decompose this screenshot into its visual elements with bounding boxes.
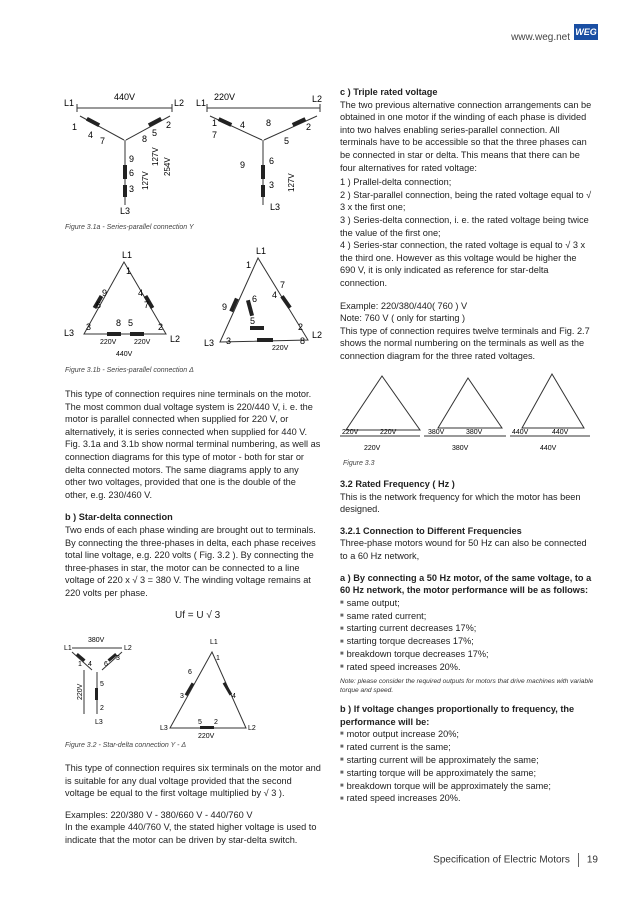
right-column <box>340 86 594 362</box>
terminal-label: 5 <box>284 136 290 146</box>
terminal-label: 6 <box>129 168 135 178</box>
terminal-label: 2 <box>306 122 312 132</box>
list-item: ■ rated speed increases 20%. <box>340 661 594 674</box>
header-url[interactable]: www.weg.net <box>511 32 570 43</box>
left-para-5: In the example 440/760 V, the stated higher voltage is used to indicate that the motor can be driven by star-delta switch. <box>65 822 317 845</box>
list-item: 2 ) Star-parallel connection, being the rated voltage equal to √ 3 x the first one; <box>340 189 592 213</box>
terminal-label: 3 <box>116 655 120 662</box>
terminal-label: 6 <box>96 300 102 310</box>
terminal-label: 1 <box>246 260 252 270</box>
fig32-L1: L1 <box>64 645 72 652</box>
terminal-label: 2 <box>298 322 304 332</box>
list-item: ■ same output; <box>340 597 594 610</box>
list-item: ■ rated speed increases 20%. <box>340 792 594 805</box>
right-para-1: The two previous alternative connection arrangements can be obtained in one motor if the winding of each phase is divided into two halves enabling series-parallel connection. All terminals have to be accessible so that the three phases can be connected in star or delta. This means that there can be four alternatives for rated voltage: <box>340 99 592 173</box>
fig31b-right-L2: L2 <box>312 330 323 340</box>
left-para-4: Examples: 220/380 V - 380/660 V - 440/760 V <box>65 809 253 820</box>
fig31b-left-L3: L3 <box>64 328 75 338</box>
terminal-label: 1 <box>126 266 132 276</box>
fig31a-left-L1: L1 <box>64 98 75 108</box>
voltage-alternatives-list <box>340 176 594 289</box>
fig31b-left-L2: L2 <box>170 334 181 344</box>
footer-title: Specification of Electric Motors <box>433 854 570 866</box>
fig31a-right-L1: L1 <box>196 98 207 108</box>
terminal-label: 7 <box>144 300 150 310</box>
terminal-label: 9 <box>102 288 108 298</box>
list-item: ■ motor output increase 20%; <box>340 728 594 741</box>
list-item: 1 ) Prallel-delta connection; <box>340 177 452 188</box>
list-item: 4 ) Series-star connection, the rated voltage is equal to √ 3 x the third one. However as this voltage would be higher the 690 V, it is only indicated as reference for star-delta connection. <box>340 240 586 288</box>
terminal-label: 6 <box>252 294 258 304</box>
voltage-label: 440V <box>552 429 569 436</box>
terminal-label: 8 <box>266 118 272 128</box>
right-para-2: This type of connection requires twelve terminals and Fig. 2.7 shows the normal numbering on the terminals as well as the connection diagram for the three rated voltages. <box>340 325 590 361</box>
voltage-label: 380V <box>466 429 483 436</box>
footer-divider <box>578 853 579 867</box>
terminal-label: 4 <box>232 693 236 700</box>
fig31b-right-L3: L3 <box>204 338 215 348</box>
terminal-label: 3 <box>129 184 135 194</box>
left-para-3: This type of connection requires six terminals on the motor and is suitable for any dual voltage provided that the second voltage be equal to the first voltage multiplied by √ 3 ). <box>65 763 321 799</box>
terminal-label: 7 <box>100 136 106 146</box>
terminal-label: 3 <box>269 180 275 190</box>
heading-50hz-to-60hz: a ) By connecting a 50 Hz motor, of the same voltage, to a 60 Hz network, the motor performance will be as follows: <box>340 572 592 596</box>
fig31a-left-voltage: 440V <box>114 92 136 102</box>
voltage-label: 220V <box>272 345 289 352</box>
fig32-caption: Figure 3.2 - Star-delta connection Y - Δ <box>65 742 187 749</box>
terminal-label: 2 <box>166 120 172 130</box>
heading-triple-voltage: c ) Triple rated voltage <box>340 87 438 97</box>
list-item: ■ breakdown torque will be approximately the same; <box>340 780 594 793</box>
heading-different-frequencies: 3.2.1 Connection to Different Frequencies <box>340 525 522 536</box>
terminal-label: 9 <box>240 160 246 170</box>
list-item: ■ starting current will be approximately the same; <box>340 754 594 767</box>
terminal-label: 3 <box>226 336 232 346</box>
terminal-label: 6 <box>104 661 108 668</box>
terminal-label: 1 <box>216 655 220 662</box>
terminal-label: 4 <box>138 288 144 298</box>
terminal-label: 8 <box>300 336 306 346</box>
terminal-label: 1 <box>72 122 78 132</box>
variable-torque-note: Note: please consider the required outputs for motors that drive machines with variable torque and speed. <box>340 677 594 694</box>
weg-logo: WEG <box>574 24 598 40</box>
right-para-3: This is the network frequency for which the motor has been designed. <box>340 491 581 515</box>
terminal-label: 5 <box>250 316 256 326</box>
fig32-L3: L3 <box>95 719 103 726</box>
terminal-label: 2 <box>214 719 218 726</box>
voltage-label: 220V <box>380 429 397 436</box>
figure-3-1a <box>62 80 324 220</box>
left-para-1: This type of connection requires nine terminals on the motor. The most common dual voltage system is 220/440 V, i. e. the motor is parallel connected when supplied for 220 V, or alternatively, it is series connected when supplied for 440 V. Fig. 3.1a and 3.1b show normal terminal numbering, as well as connection diagrams for this type of motor - both for star or delta connected motors. The same diagrams apply to any other two voltages, provided that one is the double of the other, e.g. 230/460 V. <box>65 389 321 500</box>
example-line: Example: 220/380/440( 760 ) V <box>340 300 468 311</box>
list-item: 3 ) Series-delta connection, i. e. the rated voltage being twice the value of the first one; <box>340 214 589 238</box>
list-item: ■ breakdown torque decreases 17%; <box>340 648 594 661</box>
terminal-label: 6 <box>269 156 275 166</box>
terminal-label: 5 <box>198 719 202 726</box>
formula: Uf = U √ 3 <box>175 610 221 621</box>
voltage-label: 127V <box>287 173 296 192</box>
left-para-2: Two ends of each phase winding are brought out to terminals. By connecting the three-phases in delta, each phase receives total line voltage, e.g. 220 volts ( Fig. 3.2 ). By connecting the three-phases in star, the motor can be connected to a line voltage of 220 x √ 3 = 380 V. The winding voltage remains at 220 volts per phase. <box>65 524 316 598</box>
fig31a-caption: Figure 3.1a - Series-parallel connection Y <box>65 224 194 231</box>
left-column <box>65 388 321 600</box>
fig31a-right-L2: L2 <box>312 94 323 104</box>
terminal-label: 6 <box>188 669 192 676</box>
terminal-label: 9 <box>129 154 135 164</box>
heading-star-delta: b ) Star-delta connection <box>65 512 173 523</box>
terminal-label: 8 <box>142 134 148 144</box>
terminal-label: 4 <box>240 120 246 130</box>
voltage-label: 440V <box>116 351 133 358</box>
voltage-label: 440V <box>512 429 529 436</box>
fig31a-right-voltage: 220V <box>214 92 236 102</box>
list-item: ■ starting torque will be approximately the same; <box>340 767 594 780</box>
fig31a-left-L3: L3 <box>120 206 131 216</box>
figure-3-2 <box>62 630 262 740</box>
terminal-label: 3 <box>86 322 92 332</box>
voltage-label: 220V <box>364 445 381 452</box>
fig31a-left-L2: L2 <box>174 98 185 108</box>
voltage-label: 380V <box>428 429 445 436</box>
list-item: ■ rated current is the same; <box>340 741 594 754</box>
voltage-label: 380V <box>452 445 469 452</box>
terminal-label: 4 <box>88 661 92 668</box>
page-number: 19 <box>586 854 598 866</box>
performance-list-a <box>340 597 594 674</box>
right-column-lower <box>340 478 594 805</box>
terminal-label: 7 <box>280 280 286 290</box>
voltage-label: 220V <box>77 683 84 700</box>
page-footer <box>433 853 598 867</box>
terminal-label: 2 <box>100 705 104 712</box>
terminal-label: 5 <box>128 318 134 328</box>
fig31b-left-L1: L1 <box>122 250 133 260</box>
voltage-label: 220V <box>100 339 117 346</box>
terminal-label: 1 <box>212 118 218 128</box>
fig32-delta-L2: L2 <box>248 725 256 732</box>
terminal-label: 3 <box>180 693 184 700</box>
voltage-label: 220V <box>342 429 359 436</box>
terminal-label: 5 <box>100 681 104 688</box>
terminal-label: 8 <box>116 318 122 328</box>
terminal-label: 2 <box>158 322 164 332</box>
voltage-label: 380V <box>88 637 105 644</box>
terminal-label: 4 <box>272 290 278 300</box>
heading-rated-frequency: 3.2 Rated Frequency ( Hz ) <box>340 479 455 489</box>
terminal-label: 7 <box>212 130 218 140</box>
list-item: ■ same rated current; <box>340 610 594 623</box>
note-line: Note: 760 V ( only for starting ) <box>340 313 466 324</box>
performance-list-b <box>340 728 594 805</box>
figure-3-1b <box>62 240 324 360</box>
figure-3-3 <box>340 370 594 460</box>
fig33-caption: Figure 3.3 <box>343 460 375 467</box>
fig31a-right-L3: L3 <box>270 202 281 212</box>
list-item: ■ starting torque decreases 17%; <box>340 635 594 648</box>
voltage-label: 127V <box>141 171 150 190</box>
voltage-label: 440V <box>540 445 557 452</box>
fig32-delta-L1: L1 <box>210 639 218 646</box>
fig31b-caption: Figure 3.1b - Series-parallel connection Δ <box>65 367 194 374</box>
terminal-label: 5 <box>152 128 158 138</box>
heading-proportional-voltage: b ) If voltage changes proportionally to frequency, the performance will be: <box>340 703 575 727</box>
left-column-lower <box>65 762 321 847</box>
terminal-label: 9 <box>222 302 228 312</box>
fig32-L2: L2 <box>124 645 132 652</box>
terminal-label: 4 <box>88 130 94 140</box>
voltage-label: 220V <box>198 733 215 740</box>
voltage-label: 220V <box>134 339 151 346</box>
list-item: ■ starting current decreases 17%; <box>340 622 594 635</box>
voltage-label: 127V <box>151 147 160 166</box>
fig31b-right-L1: L1 <box>256 246 267 256</box>
terminal-label: 1 <box>78 661 82 668</box>
right-para-4: Three-phase motors wound for 50 Hz can also be connected to a 60 Hz network, <box>340 538 587 561</box>
voltage-label: 254V <box>163 157 172 176</box>
fig32-delta-L3: L3 <box>160 725 168 732</box>
